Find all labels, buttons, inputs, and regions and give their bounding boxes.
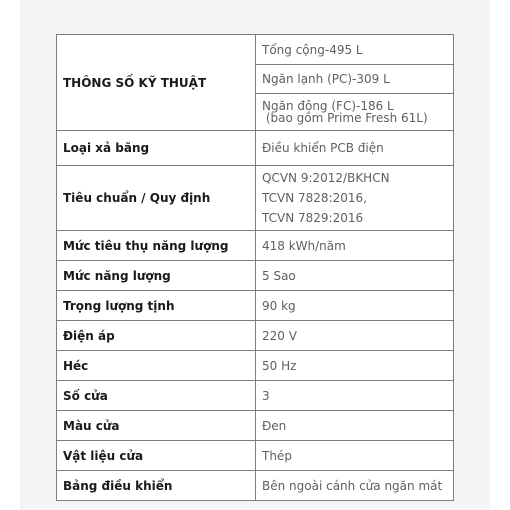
standard-line: QCVN 9:2012/BKHCN: [262, 171, 390, 185]
table-row: [57, 441, 454, 471]
row-label: Héc: [57, 351, 256, 381]
table-row: [57, 166, 454, 231]
row-value: Điều khiển PCB điện: [256, 131, 454, 166]
table-row: [57, 291, 454, 321]
table-row: [57, 261, 454, 291]
table-row: [57, 381, 454, 411]
row-label: Số cửa: [57, 381, 256, 411]
row-label: Tiêu chuẩn / Quy định: [57, 166, 256, 231]
row-value: Bên ngoài cánh cửa ngăn mát: [256, 471, 454, 501]
row-label: Điện áp: [57, 321, 256, 351]
row-value: 90 kg: [256, 291, 454, 321]
standard-line: TCVN 7828:2016,: [262, 191, 367, 205]
spec-header-label: THÔNG SỐ KỸ THUẬT: [57, 35, 256, 131]
capacity-freezer: [256, 94, 453, 130]
row-value: 3: [256, 381, 454, 411]
row-value: 5 Sao: [256, 261, 454, 291]
table-row: [57, 321, 454, 351]
row-value: [256, 166, 454, 231]
capacity-cell: [256, 35, 454, 131]
table-row: [57, 471, 454, 501]
table-row: [57, 411, 454, 441]
row-value: 220 V: [256, 321, 454, 351]
standard-line: TCVN 7829:2016: [262, 211, 364, 225]
table-row: [57, 131, 454, 166]
row-label: Bảng điều khiển: [57, 471, 256, 501]
table-row: [57, 351, 454, 381]
capacity-freezer-line2: (bao gồm Prime Fresh 61L): [262, 111, 428, 125]
row-label: Mức năng lượng: [57, 261, 256, 291]
table-row: [57, 231, 454, 261]
capacity-fridge: Ngăn lạnh (PC)-309 L: [256, 65, 453, 94]
row-label: Mức tiêu thụ năng lượng: [57, 231, 256, 261]
capacity-freezer-line1: Ngăn đông (FC)-186 L: [262, 99, 394, 113]
capacity-total: Tổng cộng-495 L: [256, 35, 453, 65]
spec-table: [56, 34, 454, 501]
row-value: Đen: [256, 411, 454, 441]
row-label: Màu cửa: [57, 411, 256, 441]
row-value: Thép: [256, 441, 454, 471]
row-value: 50 Hz: [256, 351, 454, 381]
row-label: Vật liệu cửa: [57, 441, 256, 471]
table-row: [57, 35, 454, 131]
row-label: Loại xả băng: [57, 131, 256, 166]
row-value: 418 kWh/năm: [256, 231, 454, 261]
row-label: Trọng lượng tịnh: [57, 291, 256, 321]
